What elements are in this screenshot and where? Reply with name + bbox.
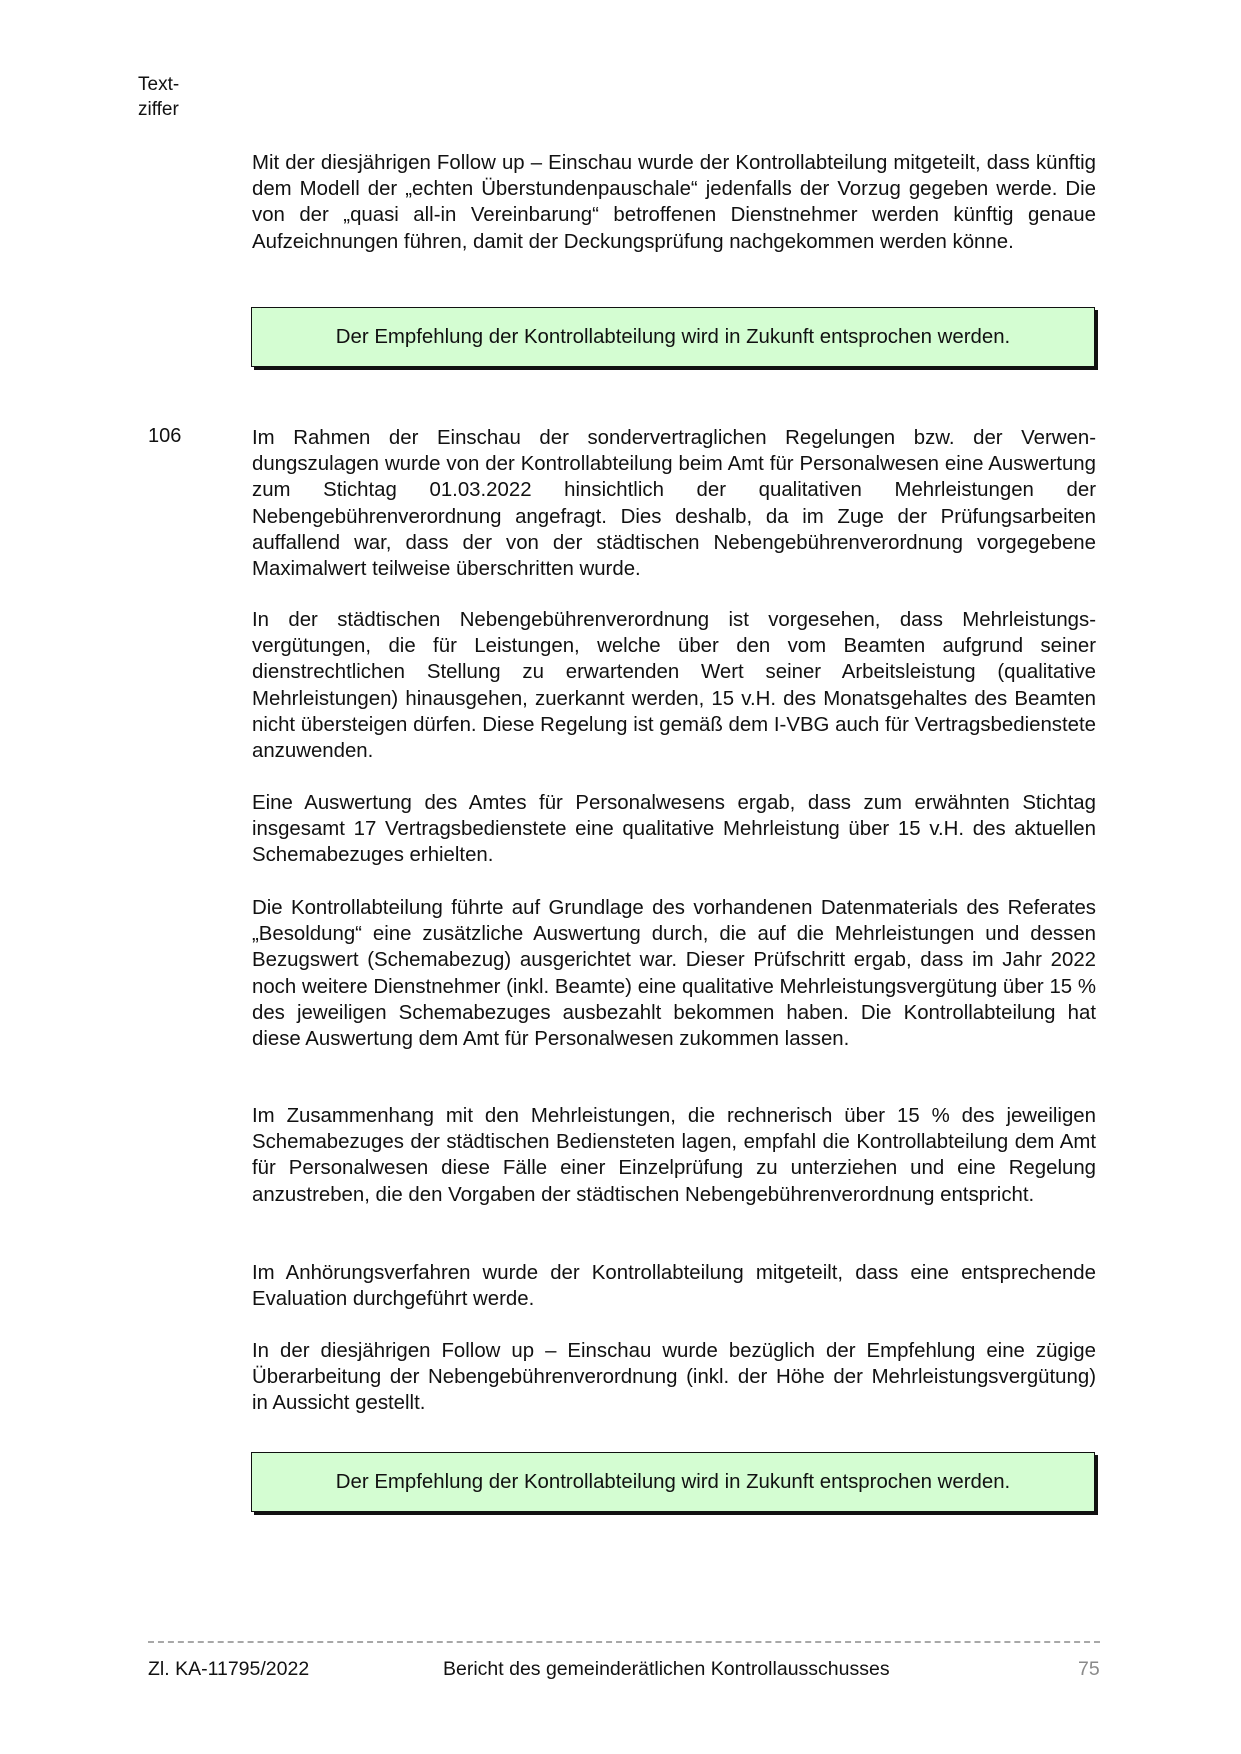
textziffer-number: 106 — [148, 425, 182, 447]
paragraph-block — [252, 895, 1096, 1052]
recommendation-box — [251, 307, 1095, 367]
section-106 — [252, 425, 1096, 582]
paragraph-block — [252, 790, 1096, 869]
footer-title: Bericht des gemeinderätlichen Kontrollausschusses — [443, 1658, 890, 1680]
paragraph: Im Rahmen der Einschau der sondervertraglichen Regelungen bzw. der Verwendungszulagen wurde von der Kontrollabteilung beim Amt für Personalwesen eine Auswertung zum Stichtag 01.03.2022 hinsichtlich der qualitativen Mehrleistungen der Nebengebührenverordnung angefragt. Dies deshalb, da im Zuge der Prüfungsarbeiten auffallend war, dass der von der städtischen Nebengebührenverordnung vorgegebene Maximalwert teilweise überschritten wurde. — [252, 427, 1096, 581]
margin-label-line2: ziffer — [138, 99, 179, 120]
recommendation-text: Der Empfehlung der Kontrollabteilung wird in Zukunft entsprochen werden. — [335, 1470, 1011, 1493]
paragraph: Mit der diesjährigen Follow up – Einschau wurde der Kontrollabteilung mitgeteilt, dass künftig dem Modell der „echten Überstundenpauschale“ jedenfalls der Vorzug gegeben werde. Die von der „quasi all-in Vereinbarung“ betroffenen Dienstnehmer werden künftig genaue Aufzeichnungen führen, damit der Deckungsprüfung nachgekommen werden könne. — [252, 152, 1096, 253]
page-number: 75 — [1078, 1658, 1100, 1680]
paragraph: In der diesjährigen Follow up – Einschau wurde bezüglich der Empfehlung eine zügige Überarbeitung der Nebengebührenverordnung (inkl. der Höhe der Mehrleistungsvergütung) in Aussicht gestellt. — [252, 1340, 1096, 1415]
paragraph: Im Zusammenhang mit den Mehrleistungen, die rechnerisch über 15 % des jeweiligen Schemabezuges der städtischen Bediensteten lagen, empfahl die Kontrollabteilung dem Amt für Personalwesen diese Fälle einer Einzelprüfung zu unterziehen und eine Regelung anzustreben, die den Vorgaben der städtischen Nebengebührenverordnung entspricht. — [252, 1105, 1096, 1206]
section-continuation — [252, 150, 1096, 255]
paragraph-block — [252, 607, 1096, 764]
recommendation-box — [251, 1452, 1095, 1512]
footer-divider — [148, 1641, 1100, 1643]
paragraph: In der städtischen Nebengebührenverordnung ist vorgesehen, dass Mehrleistungsvergütungen, die für Leistungen, welche über den vom Beamten aufgrund seiner dienstrechtlichen Stellung zu erwartenden Wert seiner Arbeitsleistung (qualitative Mehrleistungen) hinausgehen, zuerkannt werden, 15 v.H. des Monatsgehaltes des Beamten nicht übersteigen dürfen. Diese Regelung ist gemäß dem I-VBG auch für Vertragsbedienstete anzuwenden. — [252, 609, 1096, 763]
paragraph: Im Anhörungsverfahren wurde der Kontrollabteilung mitgeteilt, dass eine entsprechende Evaluation durchgeführt werde. — [252, 1262, 1096, 1311]
paragraph-block — [252, 1260, 1096, 1312]
margin-label-line1: Text- — [138, 74, 180, 95]
footer-reference: Zl. KA-11795/2022 — [148, 1658, 310, 1680]
recommendation-text: Der Empfehlung der Kontrollabteilung wird in Zukunft entsprochen werden. — [335, 325, 1011, 348]
paragraph-block — [252, 1103, 1096, 1208]
paragraph-block — [252, 1338, 1096, 1417]
paragraph: Eine Auswertung des Amtes für Personalwesens ergab, dass zum erwähnten Stichtag insgesamt 17 Vertragsbedienstete eine qualitative Mehrleistung über 15 v.H. des aktuellen Schemabezuges erhielten. — [252, 792, 1096, 867]
margin-label — [138, 72, 179, 122]
paragraph: Die Kontrollabteilung führte auf Grundlage des vorhandenen Datenmaterials des Referates „Besoldung“ eine zusätzliche Auswertung durch, die auf die Mehrleistungen und dessen Bezugswert (Schemabezug) ausgerichtet war. Dieser Prüfschritt ergab, dass im Jahr 2022 noch weitere Dienstnehmer (inkl. Beamte) eine qualitative Mehrleistungsvergütung über 15 % des jeweiligen Schemabezuges ausbezahlt bekommen haben. Die Kontrollabteilung hat diese Auswertung dem Amt für Personalwesen zukommen lassen. — [252, 897, 1096, 1051]
